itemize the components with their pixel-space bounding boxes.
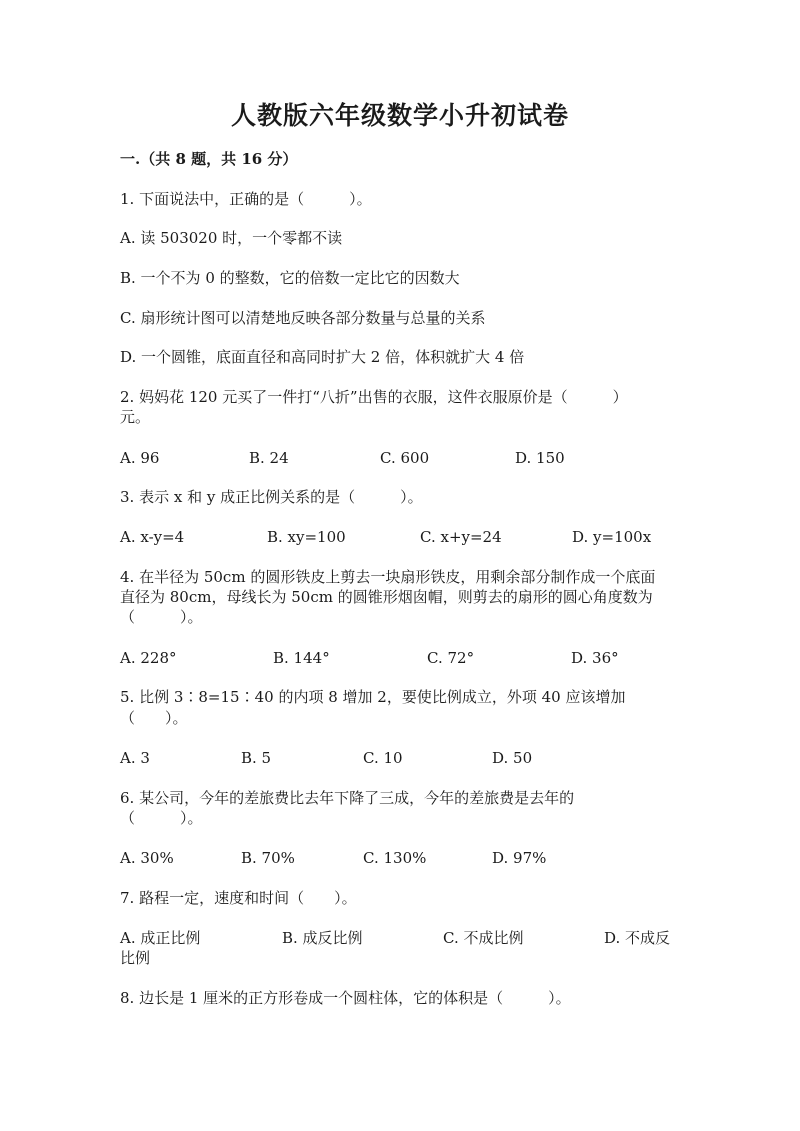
question-5-stem-line-1: 5. 比例 3∶8=15∶40 的内项 8 增加 2，要使比例成立，外项 40 应该增加 <box>120 688 626 706</box>
question-1-stem: 1. 下面说法中，正确的是（ ）。 <box>120 190 372 208</box>
question-2-stem-line-1: 2. 妈妈花 120 元买了一件打“八折”出售的衣服，这件衣服原价是（ ） <box>120 388 628 406</box>
question-6-stem-line-1: 6. 某公司，今年的差旅费比去年下降了三成，今年的差旅费是去年的 <box>120 789 575 807</box>
question-4-stem-line-2: 直径为 80cm，母线长为 50cm 的圆锥形烟囱帽，则剪去的扇形的圆心角度数为 <box>120 588 653 606</box>
question-3-option-c: C. x+y=24 <box>420 528 502 546</box>
question-6-option-d: D. 97% <box>492 849 547 867</box>
section-heading: 一.（共 8 题，共 16 分） <box>120 150 298 168</box>
question-1-option-c: C. 扇形统计图可以清楚地反映各部分数量与总量的关系 <box>120 309 486 327</box>
question-7-option-d-wrap: 比例 <box>120 949 151 967</box>
exam-title: 人教版六年级数学小升初试卷 <box>230 101 569 130</box>
question-4-option-d: D. 36° <box>571 649 619 667</box>
question-2-option-d: D. 150 <box>515 449 565 467</box>
question-7-option-a: A. 成正比例 <box>120 929 201 947</box>
question-5-option-d: D. 50 <box>492 749 533 767</box>
question-3-option-b: B. xy=100 <box>267 528 346 546</box>
question-6-option-a: A. 30% <box>120 849 174 867</box>
question-6-stem-line-2: （ ）。 <box>120 809 203 827</box>
question-1-option-b: B. 一个不为 0 的整数，它的倍数一定比它的因数大 <box>120 269 460 287</box>
question-7-option-c: C. 不成比例 <box>443 929 524 947</box>
question-1-option-d: D. 一个圆锥，底面直径和高同时扩大 2 倍，体积就扩大 4 倍 <box>120 348 525 366</box>
question-3-option-a: A. x-y=4 <box>120 528 185 546</box>
question-7-stem: 7. 路程一定，速度和时间（ ）。 <box>120 889 357 907</box>
question-5-option-b: B. 5 <box>241 749 272 767</box>
question-2-option-a: A. 96 <box>120 449 160 467</box>
question-5-option-c: C. 10 <box>363 749 403 767</box>
question-3-option-d: D. y=100x <box>572 528 652 546</box>
question-8-stem: 8. 边长是 1 厘米的正方形卷成一个圆柱体，它的体积是（ ）。 <box>120 989 571 1007</box>
question-4-option-c: C. 72° <box>427 649 475 667</box>
question-2-stem-line-2: 元。 <box>120 408 151 426</box>
question-2-option-b: B. 24 <box>249 449 289 467</box>
question-4-stem-line-1: 4. 在半径为 50cm 的圆形铁皮上剪去一块扇形铁皮，用剩余部分制作成一个底面 <box>120 568 656 586</box>
question-4-option-b: B. 144° <box>273 649 330 667</box>
question-2-option-c: C. 600 <box>380 449 430 467</box>
question-1-option-a: A. 读 503020 时，一个零都不读 <box>120 229 343 247</box>
question-3-stem: 3. 表示 x 和 y 成正比例关系的是（ ）。 <box>120 488 423 506</box>
question-5-option-a: A. 3 <box>120 749 150 767</box>
question-7-option-b: B. 成反比例 <box>282 929 363 947</box>
question-4-option-a: A. 228° <box>120 649 177 667</box>
question-6-option-b: B. 70% <box>241 849 295 867</box>
question-6-option-c: C. 130% <box>363 849 427 867</box>
question-5-stem-line-2: （ ）。 <box>120 709 188 727</box>
question-7-option-d: D. 不成反 <box>604 929 671 947</box>
question-4-stem-line-3: （ ）。 <box>120 608 203 626</box>
